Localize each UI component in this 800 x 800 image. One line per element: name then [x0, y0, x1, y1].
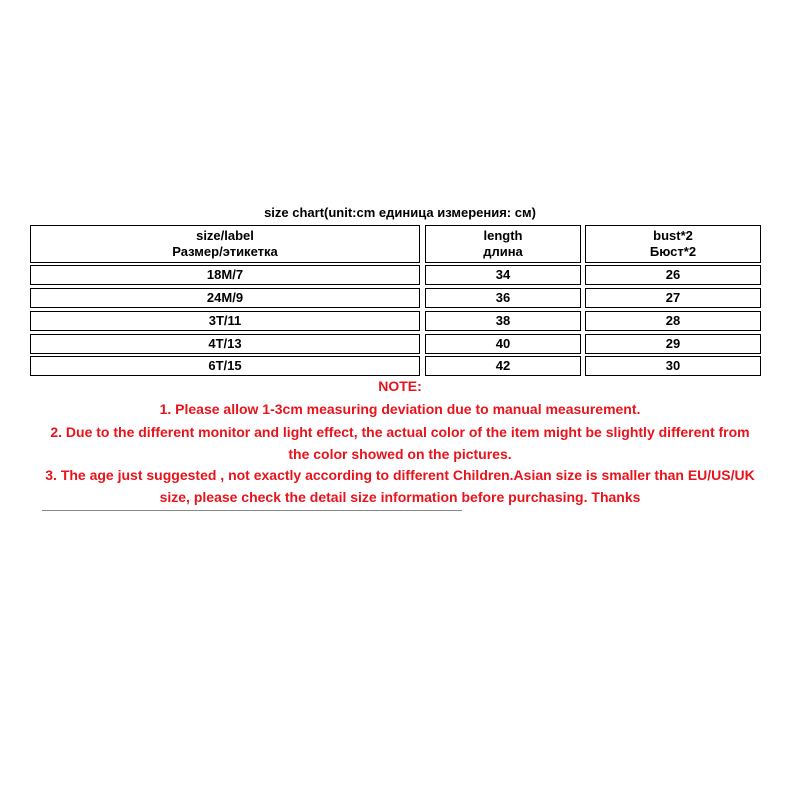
note-line-2a: 2. Due to the different monitor and light effect, the actual color of the item might be slightly different from [50, 424, 750, 440]
cell-length: 34 [425, 265, 581, 285]
cell-size: 18M/7 [30, 265, 420, 285]
cell-size: 4T/13 [30, 334, 420, 354]
header-length-en: length [483, 228, 523, 243]
cell-bust: 30 [585, 356, 761, 376]
header-bust-en: bust*2 [653, 228, 693, 243]
note-line-1: 1. Please allow 1-3cm measuring deviation due to manual measurement. [159, 401, 641, 417]
header-size-ru: Размер/этикетка [172, 244, 278, 259]
note-heading: NOTE: [378, 378, 422, 394]
header-length [425, 225, 581, 263]
cell-bust: 26 [585, 265, 761, 285]
cell-length: 42 [425, 356, 581, 376]
divider [42, 510, 462, 511]
note-line-2b: the color showed on the pictures. [288, 446, 512, 462]
cell-size: 24M/9 [30, 288, 420, 308]
header-bust [585, 225, 761, 263]
cell-size: 3T/11 [30, 311, 420, 331]
cell-bust: 27 [585, 288, 761, 308]
cell-size: 6T/15 [30, 356, 420, 376]
header-bust-ru: Бюст*2 [649, 244, 697, 259]
header-size-en: size/label [196, 228, 254, 243]
note-line-3a: 3. The age just suggested , not exactly according to different Children.Asian size is smaller than EU/US/UK [45, 467, 755, 483]
cell-length: 36 [425, 288, 581, 308]
header-length-ru: длина [483, 244, 523, 259]
cell-length: 40 [425, 334, 581, 354]
cell-length: 38 [425, 311, 581, 331]
header-size [30, 225, 420, 263]
cell-bust: 28 [585, 311, 761, 331]
size-chart-title: size chart(unit:cm единица измерения: см) [264, 205, 536, 220]
cell-bust: 29 [585, 334, 761, 354]
note-line-3b: size, please check the detail size information before purchasing. Thanks [159, 489, 641, 505]
